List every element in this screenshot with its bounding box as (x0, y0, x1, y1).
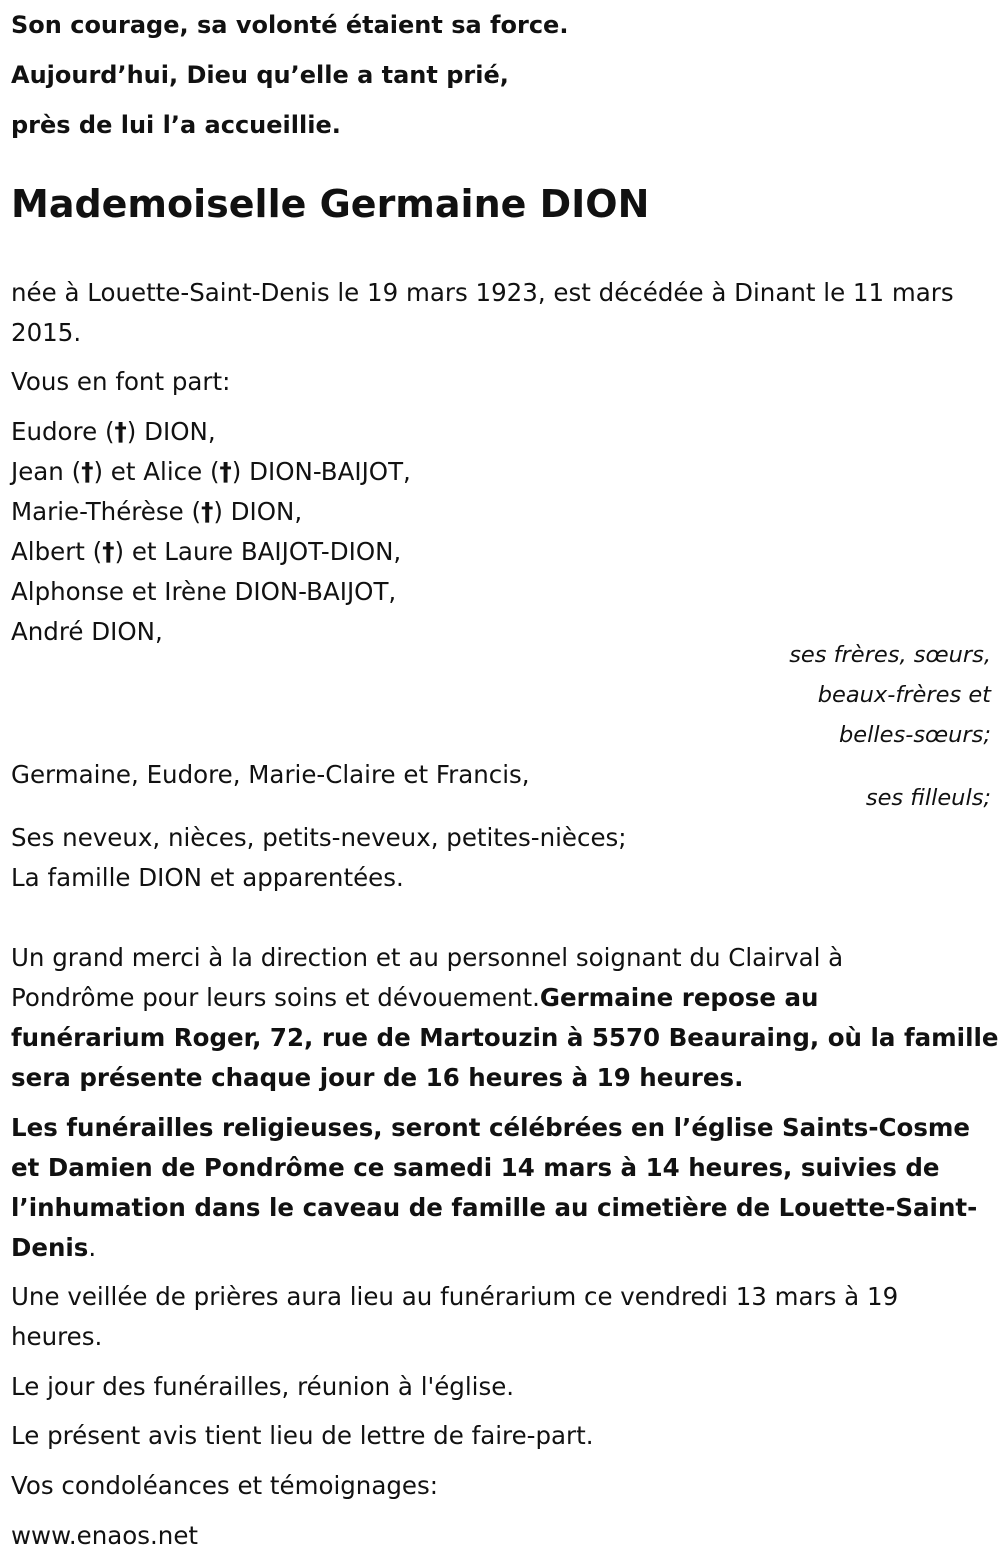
family-dion-line: La famille DION et apparentées. (11, 863, 404, 892)
birth-death-text: née à Louette-Saint-Denis le 19 mars 1923, est décédée à Dinant le 11 mars 2015. (11, 278, 954, 347)
family-line-eudore (11, 412, 991, 452)
poem-line-2: Aujourd’hui, Dieu qu’elle a tant prié, (11, 61, 509, 89)
cross-icon: † (102, 537, 115, 566)
thanks-line-1: Un grand merci à la direction et au personnel soignant du Clairval à (11, 943, 844, 972)
notice-text: Le présent avis tient lieu de lettre de faire-part. (11, 1421, 594, 1450)
website-link[interactable]: www.enaos.net (11, 1521, 199, 1550)
funeral-line-3: l’inhumation dans le caveau de famille au cimetière de Louette-Saint- (11, 1193, 978, 1222)
family-text: Jean ( (11, 457, 82, 486)
family-line-marie-therese (11, 492, 991, 532)
funeral-period: . (88, 1233, 97, 1262)
funeral-paragraph (11, 1108, 991, 1268)
godchildren-role: ses filleuls; (865, 785, 991, 811)
vigil-text: Une veillée de prières aura lieu au funérarium ce vendredi 13 mars à 19 heures. (11, 1282, 899, 1351)
cross-icon: † (219, 457, 232, 486)
poem-line-3: près de lui l’a accueillie. (11, 111, 341, 139)
meeting-text: Le jour des funérailles, réunion à l'église. (11, 1372, 515, 1401)
family-text: ) et Alice ( (93, 457, 220, 486)
deceased-name: Mademoiselle Germaine DION (11, 182, 650, 226)
family-text: Albert ( (11, 537, 103, 566)
nephews-line: Ses neveux, nièces, petits-neveux, petites-nièces; (11, 823, 627, 852)
funeral-line-2: et Damien de Pondrôme ce samedi 14 mars à 14 heures, suivies de (11, 1153, 940, 1182)
funeral-denis: Denis (11, 1233, 89, 1262)
family-text: ) DION, (213, 497, 303, 526)
siblings-role-line-2: beaux-frères et (817, 682, 991, 708)
siblings-role-line-1: ses frères, sœurs, (789, 642, 991, 668)
thanks-line-3: funérarium Roger, 72, rue de Martouzin à 5570 Beauraing, où la famille (11, 1023, 999, 1052)
thanks-line-4: sera présente chaque jour de 16 heures à 19 heures. (11, 1063, 744, 1092)
family-line-alphonse-irene: Alphonse et Irène DION-BAIJOT, (11, 577, 397, 606)
family-line-jean-alice (11, 452, 991, 492)
thanks-text: Pondrôme pour leurs soins et dévouement. (11, 983, 540, 1012)
funeral-line-4 (11, 1228, 991, 1268)
godchildren-line: Germaine, Eudore, Marie-Claire et Francis, (11, 760, 530, 789)
intro-text: Vous en font part: (11, 367, 231, 396)
family-text: ) DION-BAIJOT, (231, 457, 411, 486)
family-text: Marie-Thérèse ( (11, 497, 202, 526)
repose-text: Germaine repose au (539, 983, 819, 1012)
poem-line-1: Son courage, sa volonté étaient sa force. (11, 11, 569, 39)
cross-icon: † (201, 497, 214, 526)
cross-icon: † (114, 417, 127, 446)
family-line-albert-laure (11, 532, 991, 572)
family-list (11, 412, 991, 652)
funeral-line-1: Les funérailles religieuses, seront célébrées en l’église Saints-Cosme (11, 1113, 971, 1142)
thanks-paragraph (11, 938, 999, 1098)
family-text: Eudore ( (11, 417, 115, 446)
thanks-line-2 (11, 978, 991, 1018)
family-text: ) et Laure BAIJOT-DION, (114, 537, 402, 566)
family-line-andre: André DION, (11, 617, 163, 646)
family-text: ) DION, (126, 417, 216, 446)
cross-icon: † (81, 457, 94, 486)
siblings-role-line-3: belles-sœurs; (839, 722, 991, 748)
condolences-text: Vos condoléances et témoignages: (11, 1471, 438, 1500)
